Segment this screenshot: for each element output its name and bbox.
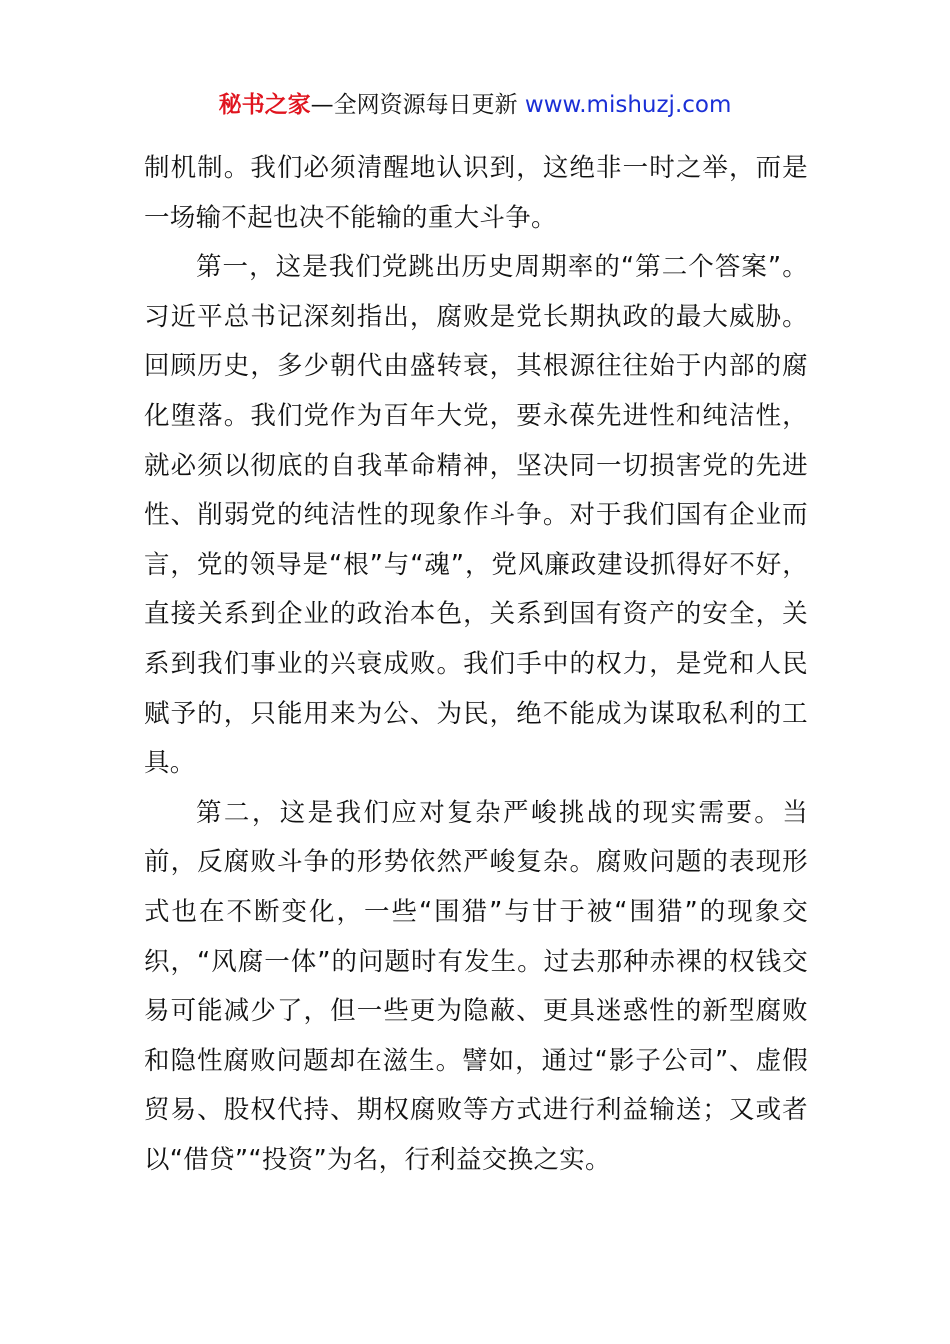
paragraph-continuation: 制机制。我们必须清醒地认识到，这绝非一时之举，而是一场输不起也决不能输的重大斗争。 <box>144 153 808 233</box>
page-header <box>0 88 950 122</box>
site-tagline: —全网资源每日更新 <box>310 92 525 118</box>
site-url-link[interactable]: www.mishuzj.com <box>524 92 732 118</box>
paragraph-second-point: 第二，这是我们应对复杂严峻挑战的现实需要。当前，反腐败斗争的形势依然严峻复杂。腐败问题的表现形式也在不断变化，一些“围猎”与甘于被“围猎”的现象交织，“风腐一体”的问题时有发生。过去那种赤裸的权钱交易可能减少了，但一些更为隐蔽、更具迷惑性的新型腐败和隐性腐败问题却在滋生。譬如，通过“影子公司”、虚假贸易、股权代持、期权腐败等方式进行利益输送；又或者以“借贷”“投资”为名，行利益交换之实。 <box>144 797 808 1175</box>
document-body <box>144 144 808 1185</box>
site-brand: 秘书之家 <box>218 92 311 118</box>
paragraph-first-point: 第一，这是我们党跳出历史周期率的“第二个答案”。习近平总书记深刻指出，腐败是党长期执政的最大威胁。回顾历史，多少朝代由盛转衰，其根源往往始于内部的腐化堕落。我们党作为百年大党，要永葆先进性和纯洁性，就必须以彻底的自我革命精神，坚决同一切损害党的先进性、削弱党的纯洁性的现象作斗争。对于我们国有企业而言，党的领导是“根”与“魂”，党风廉政建设抓得好不好，直接关系到企业的政治本色，关系到国有资产的安全，关系到我们事业的兴衰成败。我们手中的权力，是党和人民赋予的，只能用来为公、为民，绝不能成为谋取私利的工具。 <box>144 252 808 779</box>
